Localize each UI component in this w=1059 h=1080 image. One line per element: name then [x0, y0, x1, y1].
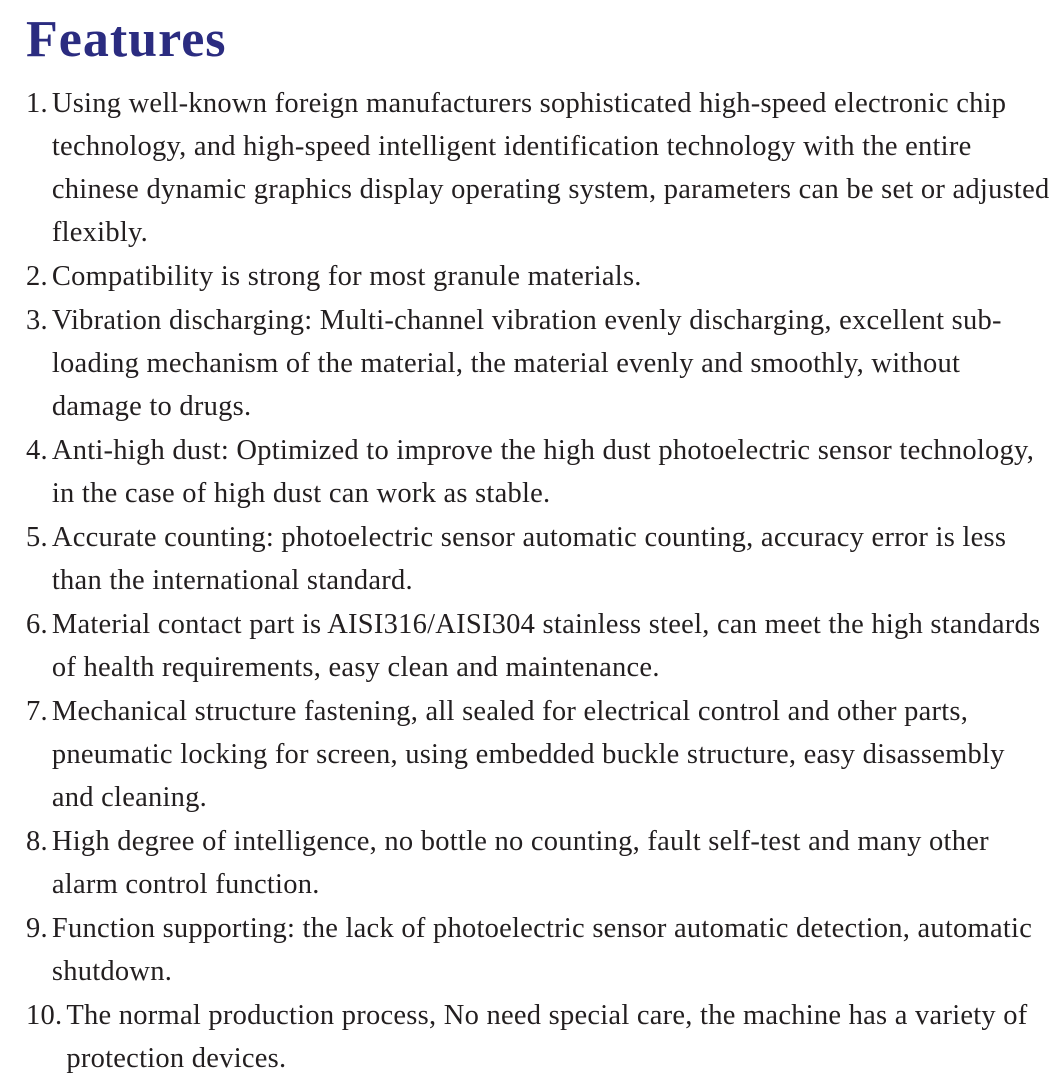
feature-text: Mechanical structure fastening, all sealed for electrical control and other parts, pneumatic locking for screen, using embedded buckle structure, easy disassembly and cleaning. — [51, 696, 1005, 813]
feature-text: Accurate counting: photoelectric sensor automatic counting, accuracy error is less than the international standard. — [51, 522, 1007, 596]
feature-text: Anti-high dust: Optimized to improve the high dust photoelectric sensor technology, in the case of high dust can work as stable. — [51, 435, 1035, 509]
feature-number: 9. — [26, 913, 48, 944]
feature-number: 1. — [26, 88, 48, 119]
feature-number: 5. — [26, 522, 48, 553]
feature-item-2 — [26, 255, 1051, 298]
feature-text: Material contact part is AISI316/AISI304 stainless steel, can meet the high standards of health requirements, easy clean and maintenance. — [51, 609, 1041, 683]
feature-text: Compatibility is strong for most granule materials. — [51, 261, 642, 292]
feature-text: Function supporting: the lack of photoelectric sensor automatic detection, automatic shutdown. — [51, 913, 1033, 987]
feature-text: Vibration discharging: Multi-channel vibration evenly discharging, excellent sub-loading mechanism of the material, the material evenly and smoothly, without damage to drugs. — [51, 305, 1002, 422]
feature-number: 6. — [26, 609, 48, 640]
feature-item-10 — [26, 994, 1051, 1080]
feature-item-4 — [26, 429, 1051, 515]
feature-number: 7. — [26, 696, 48, 727]
feature-item-7 — [26, 690, 1051, 819]
feature-text: The normal production process, No need special care, the machine has a variety of protection devices. — [66, 1000, 1028, 1074]
page-title: Features — [26, 11, 227, 68]
feature-number: 3. — [26, 305, 48, 336]
feature-item-9 — [26, 907, 1051, 993]
feature-number: 2. — [26, 261, 48, 292]
feature-number: 4. — [26, 435, 48, 466]
feature-item-8 — [26, 820, 1051, 906]
feature-item-3 — [26, 299, 1051, 428]
feature-item-1 — [26, 82, 1051, 254]
features-list — [26, 82, 1051, 1080]
feature-item-6 — [26, 603, 1051, 689]
feature-number: 8. — [26, 826, 48, 857]
feature-text: High degree of intelligence, no bottle no counting, fault self-test and many other alarm control function. — [51, 826, 989, 900]
feature-number: 10. — [26, 1000, 63, 1031]
feature-item-5 — [26, 516, 1051, 602]
feature-text: Using well-known foreign manufacturers sophisticated high-speed electronic chip technology, and high-speed intelligent identification technology with the entire chinese dynamic graphics display operating system, parameters can be set or adjusted flexibly. — [51, 88, 1050, 248]
